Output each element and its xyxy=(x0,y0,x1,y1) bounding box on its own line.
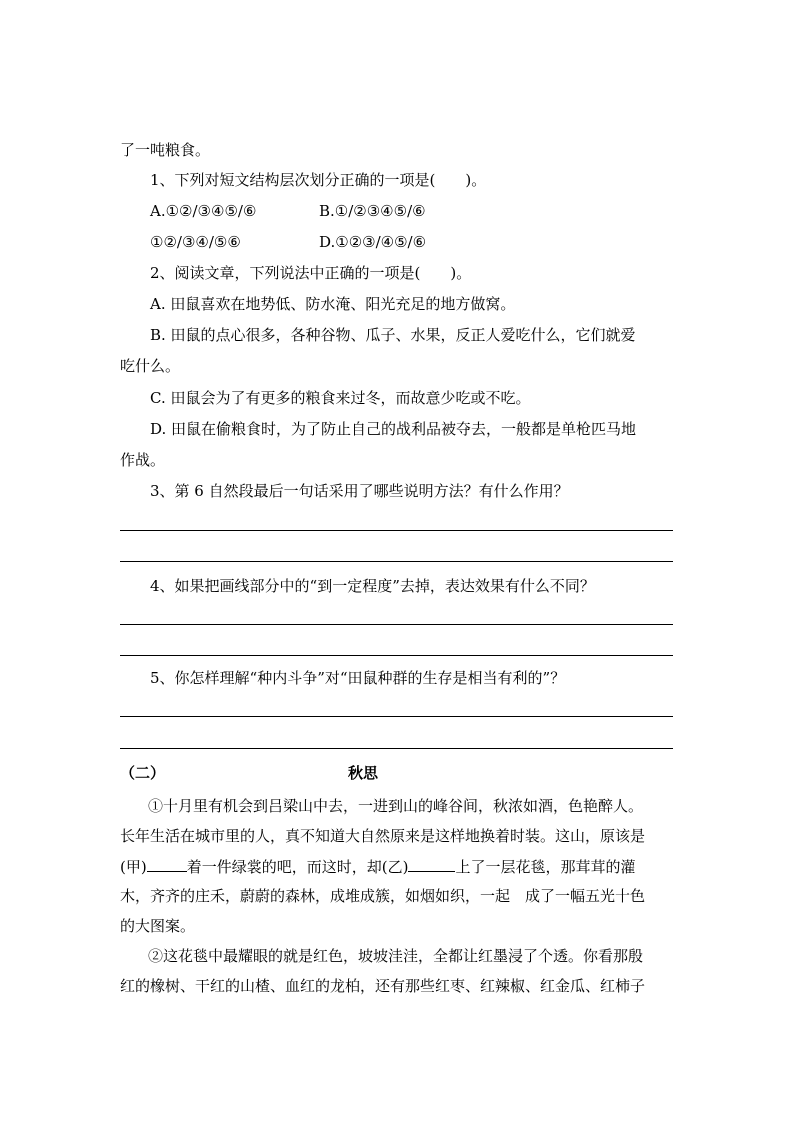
q5-answer-line-2[interactable] xyxy=(120,748,673,749)
passage-p1-line4: 木，齐齐的庄禾，蔚蔚的森林，成堆成簇，如烟如织，一起 成了一幅五光十色 xyxy=(120,887,646,905)
q3-answer-line-1[interactable] xyxy=(120,530,673,531)
q2-stem: 2、阅读文章，下列说法中正确的一项是( )。 xyxy=(150,264,472,282)
q5-stem: 5、你怎样理解“种内斗争”对“田鼠种群的生存是相当有利的”？ xyxy=(150,669,566,687)
q4-answer-line-2[interactable] xyxy=(120,655,673,656)
blank-yi[interactable] xyxy=(408,856,455,872)
passage-p1-line3-end: 上了一层花毯，那茸茸的灌 xyxy=(455,858,636,876)
passage-p1-line3-mid: 着一件绿裳的吧，而这时，却(乙) xyxy=(186,858,409,876)
q4-answer-line-1[interactable] xyxy=(120,624,673,625)
passage-p2-line2: 红的橡树、干红的山楂、血红的龙柏，还有那些红枣、红辣椒、红金瓜、红柿子 xyxy=(120,977,646,995)
passage-p1-line2: 长年生活在城市里的人，真不知道大自然原来是这样地换着时装。这山，原该是 xyxy=(120,827,646,845)
section-title: 秋思 xyxy=(348,764,379,782)
passage-p1-line5: 的大图案。 xyxy=(120,917,196,935)
q2-option-b-line2: 吃什么。 xyxy=(120,357,181,375)
q2-option-d-line2: 作战。 xyxy=(120,451,166,469)
q3-answer-line-2[interactable] xyxy=(120,561,673,562)
q1-option-b: B.①/②③④⑤/⑥ xyxy=(319,202,426,220)
passage-p1-line1: ①十月里有机会到吕梁山中去，一进到山的峰谷间，秋浓如酒，色艳醉人。 xyxy=(148,797,644,815)
q2-option-d-line1: D. 田鼠在偷粮食时，为了防止自己的战利品被夺去，一般都是单枪匹马地 xyxy=(150,420,637,438)
passage-p2-line1: ②这花毯中最耀眼的就是红色，坡坡洼洼，全都让红墨浸了个透。你看那殷 xyxy=(148,947,644,965)
q2-option-c: C. 田鼠会为了有更多的粮食来过冬，而故意少吃或不吃。 xyxy=(150,389,531,407)
passage-p1-line3 xyxy=(120,856,635,877)
blank-label-jia: (甲) xyxy=(120,858,147,876)
q1-option-a: A.①②/③④⑤/⑥ xyxy=(150,202,257,220)
q2-option-b-line1: B. 田鼠的点心很多，各种谷物、瓜子、水果，反正人爱吃什么，它们就爱 xyxy=(150,326,636,344)
q4-stem: 4、如果把画线部分中的“到一定程度”去掉，表达效果有什么不同？ xyxy=(150,577,595,595)
q2-option-a: A. 田鼠喜欢在地势低、防水淹、阳光充足的地方做窝。 xyxy=(150,295,516,313)
q3-stem: 3、第 6 自然段最后一句话采用了哪些说明方法？有什么作用？ xyxy=(150,482,569,500)
q5-answer-line-1[interactable] xyxy=(120,716,673,717)
q1-stem: 1、下列对短文结构层次划分正确的一项是( )。 xyxy=(150,171,487,189)
section-number: （二） xyxy=(120,764,166,782)
q1-option-d: D.①②③/④⑤/⑥ xyxy=(319,233,427,251)
continuation-line: 了一吨粮食。 xyxy=(120,141,211,159)
blank-jia[interactable] xyxy=(147,856,187,872)
q1-option-c: ①②/③④/⑤⑥ xyxy=(150,233,241,251)
